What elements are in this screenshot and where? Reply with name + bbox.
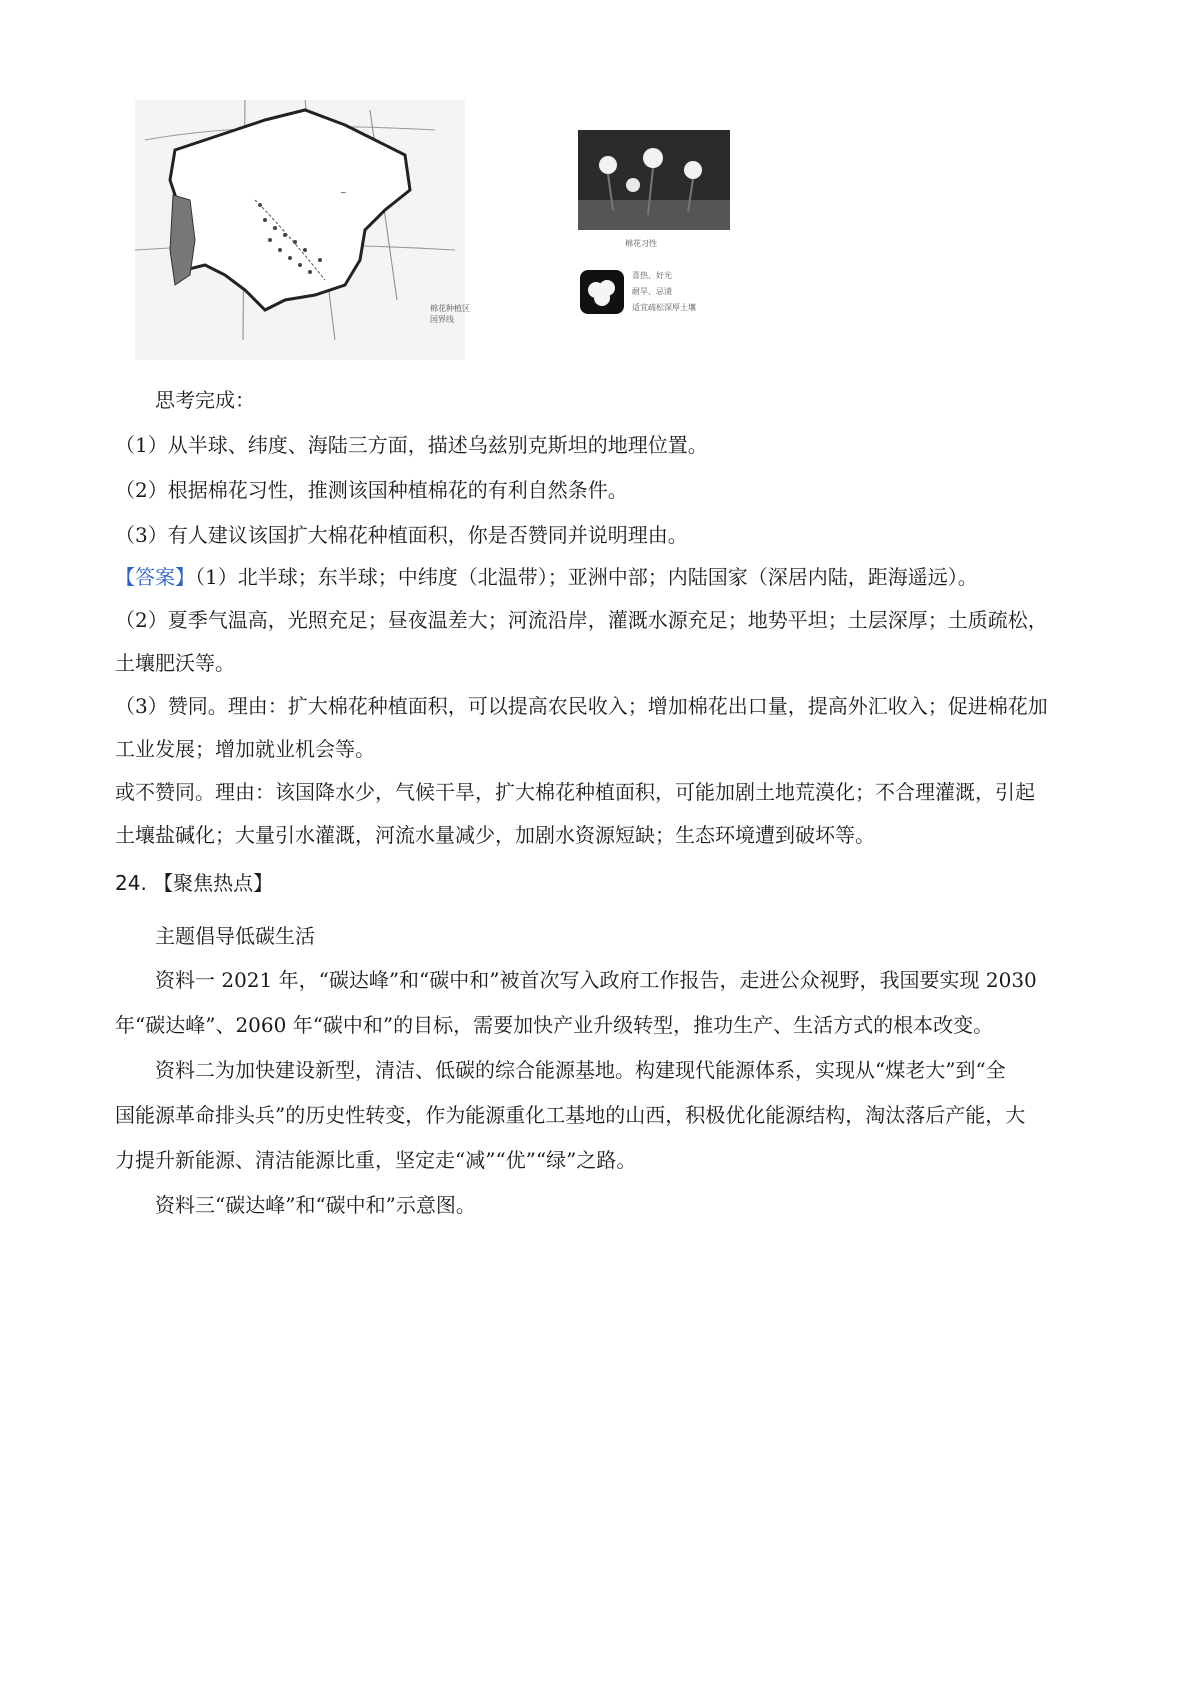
answer-line-6: 或不赞同。理由：该国降水少，气候干旱，扩大棉花种植面积，可能加剧土地荒漠化；不合理灌溉，引起 xyxy=(115,780,1035,804)
legend-line: 适宜疏松深厚土壤 xyxy=(632,303,696,312)
answer-line-4: （3）赞同。理由：扩大棉花种植面积，可以提高农民收入；增加棉花出口量，提高外汇收入；促进棉花加 xyxy=(115,694,1048,718)
map-legend-item: 棉花种植区 xyxy=(430,304,470,313)
cotton-habits-legend xyxy=(580,265,745,327)
question-2: （2）根据棉花习性，推测该国种植棉花的有利自然条件。 xyxy=(115,478,628,502)
legend-line: 耐旱、忌渍 xyxy=(632,287,672,296)
cotton-boll-icon xyxy=(580,270,624,314)
material-1-line-1: 资料一 2021 年，“碳达峰”和“碳中和”被首次写入政府工作报告，走进公众视野，我国要实现 2030 xyxy=(155,968,1037,992)
question-1: （1）从半球、纬度、海陆三方面，描述乌兹别克斯坦的地理位置。 xyxy=(115,433,708,457)
map-label: ~ xyxy=(340,188,347,197)
answer-text: （1）北半球；东半球；中纬度（北温带）；亚洲中部；内陆国家（深居内陆，距海遥远）。 xyxy=(195,565,978,589)
photo-caption: 棉花习性 xyxy=(625,239,657,248)
material-2-line-3: 力提升新能源、清洁能源比重，坚定走“减”“优”“绿”之路。 xyxy=(115,1148,637,1172)
answer-line-7: 土壤盐碱化；大量引水灌溉，河流水量减少，加剧水资源短缺；生态环境遭到破坏等。 xyxy=(115,823,875,847)
section-heading: 【聚焦热点】 xyxy=(153,871,274,895)
answer-label: 【答案】 xyxy=(115,565,195,589)
legend-text xyxy=(632,268,696,316)
legend-line: 喜热、好光 xyxy=(632,271,672,280)
uzbekistan-map-figure xyxy=(135,100,470,360)
prompt-text: 思考完成： xyxy=(155,388,255,412)
answer-line-3: 土壤肥沃等。 xyxy=(115,651,235,675)
material-3-line: 资料三“碳达峰”和“碳中和”示意图。 xyxy=(155,1193,476,1217)
question-3: （3）有人建议该国扩大棉花种植面积，你是否赞同并说明理由。 xyxy=(115,523,688,547)
question-number: 24. xyxy=(115,871,147,895)
answer-line-5: 工业发展；增加就业机会等。 xyxy=(115,737,375,761)
material-1-line-2: 年“碳达峰”、2060 年“碳中和”的目标，需要加快产业升级转型，推功生产、生活方式的根本改变。 xyxy=(115,1013,994,1037)
cotton-photo xyxy=(578,130,730,230)
theme-text: 主题倡导低碳生活 xyxy=(155,924,315,948)
map-legend xyxy=(430,303,470,325)
material-2-line-2: 国能源革命排头兵”的历史性转变，作为能源重化工基地的山西，积极优化能源结构，淘汰落后产能，大 xyxy=(115,1103,1026,1127)
map-graphic xyxy=(135,100,465,360)
material-2-line-1: 资料二为加快建设新型，清洁、低碳的综合能源基地。构建现代能源体系，实现从“煤老大”到“全 xyxy=(155,1058,1006,1082)
answer-line-1 xyxy=(115,563,978,591)
map-legend-item: 国界线 xyxy=(430,315,454,324)
answer-line-2: （2）夏季气温高，光照充足；昼夜温差大；河流沿岸，灌溉水源充足；地势平坦；土层深厚；土质疏松， xyxy=(115,608,1048,632)
q24-heading xyxy=(115,869,273,897)
cotton-photo-graphic xyxy=(578,130,730,230)
